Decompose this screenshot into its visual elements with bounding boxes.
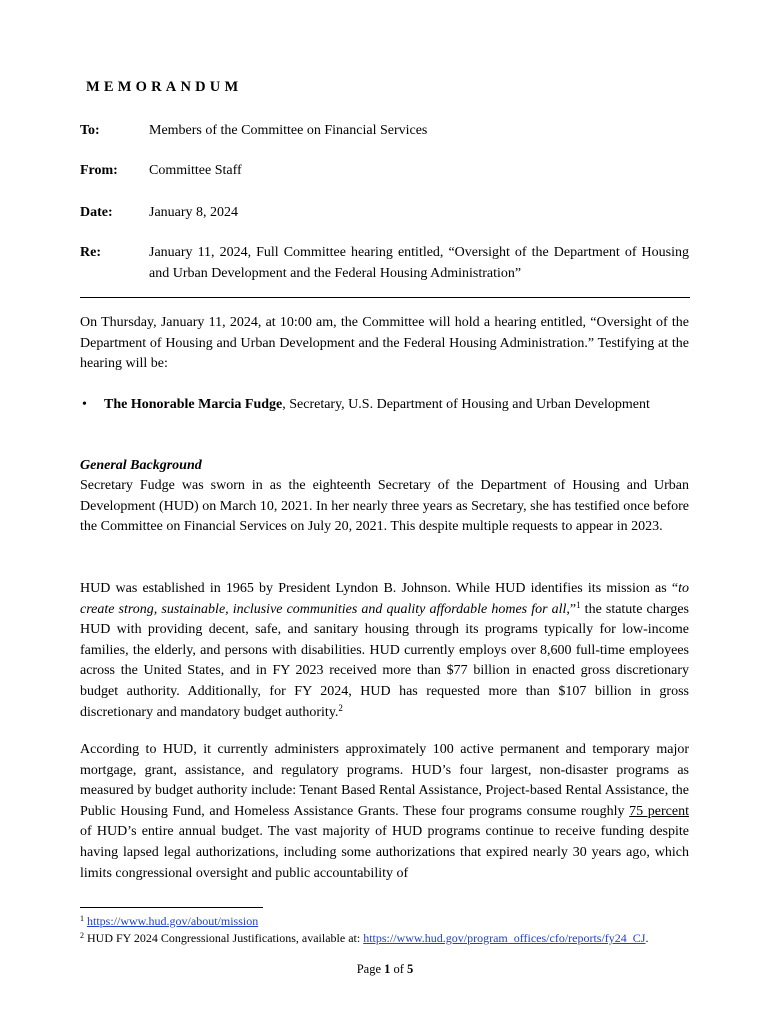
to-label: To: bbox=[80, 123, 100, 138]
from-value: Committee Staff bbox=[149, 163, 242, 178]
p2-quote-close: ,” bbox=[566, 601, 577, 617]
witness-title: , Secretary, U.S. Department of Housing and Urban Development bbox=[282, 397, 650, 412]
hud-cj-link[interactable]: https://www.hud.gov/program_offices/cfo/reports/fy24_CJ bbox=[363, 931, 646, 945]
memo-title: MEMORANDUM bbox=[86, 79, 243, 95]
footnote-ref-1[interactable]: 1 bbox=[576, 599, 581, 610]
section-heading: General Background bbox=[80, 458, 202, 473]
background-paragraph-2 bbox=[80, 579, 689, 723]
from-label: From: bbox=[80, 163, 118, 178]
footnote-1-number: 1 bbox=[80, 914, 84, 923]
re-label: Re: bbox=[80, 245, 101, 260]
p3-text-end: of HUD’s entire annual budget. The vast majority of HUD programs continue to receive funding despite having lapsed legal authorizations, including some authorizations that expired nearly 30 years ago, which limits congressional oversight and public accountability of bbox=[80, 824, 689, 881]
intro-paragraph: On Thursday, January 11, 2024, at 10:00 am, the Committee will hold a hearing entitled, “Oversight of the Department of Housing and Urban Development and the Federal Housing Administration.” Testifying at the hearing will be: bbox=[80, 315, 689, 372]
budget-percent-link[interactable]: 75 percent bbox=[629, 803, 689, 819]
re-value: January 11, 2024, Full Committee hearing entitled, “Oversight of the Department of Housing and Urban Development and the Federal Housing Administration” bbox=[149, 245, 689, 281]
p3-text-start: According to HUD, it currently administers approximately 100 active permanent and temporary major mortgage, grant, assistance, and regulatory programs. HUD’s four largest, non-disaster programs as measured by budget authority include: Tenant Based Rental Assistance, Project-based Rental Assistance, the Public Housing Fund, and Homeless Assistance Grants. These four programs consume roughly bbox=[80, 742, 689, 819]
footnote-2 bbox=[80, 931, 648, 946]
page-number bbox=[0, 962, 770, 977]
to-value: Members of the Committee on Financial Services bbox=[149, 123, 428, 138]
hud-mission-link[interactable]: https://www.hud.gov/about/mission bbox=[87, 914, 259, 928]
p2-text-body: the statute charges HUD with providing decent, safe, and sanitary housing through its programs typically for low-income families, the elderly, and persons with disabilities. HUD currently employs over 8,600 full-time employees across the United States, and in FY 2023 received more than $77 billion in enacted gross discretionary budget authority. Additionally, for FY 2024, HUD has requested more than $107 billion in gross discretionary and mandatory budget authority. bbox=[80, 601, 689, 720]
current-page: 1 bbox=[384, 962, 391, 976]
witness-name: The Honorable Marcia Fudge bbox=[104, 397, 283, 412]
footnote-1 bbox=[80, 914, 258, 929]
witness-text bbox=[104, 395, 650, 415]
header-divider bbox=[80, 297, 690, 298]
footnote-2-text: HUD FY 2024 Congressional Justifications, available at: bbox=[84, 931, 364, 945]
p2-text-start: HUD was established in 1965 by President Lyndon B. Johnson. While HUD identifies its mission as “ bbox=[80, 581, 679, 596]
total-pages: 5 bbox=[407, 962, 414, 976]
footnote-2-number: 2 bbox=[80, 931, 84, 940]
date-value: January 8, 2024 bbox=[149, 205, 239, 220]
footnote-ref-2[interactable]: 2 bbox=[338, 702, 343, 713]
background-paragraph-3 bbox=[80, 740, 689, 884]
of-word: of bbox=[390, 962, 408, 976]
bullet-icon: • bbox=[82, 397, 87, 412]
page-word: Page bbox=[356, 962, 385, 976]
date-label: Date: bbox=[80, 205, 113, 220]
footnote-divider bbox=[80, 907, 263, 908]
background-paragraph-1: Secretary Fudge was sworn in as the eighteenth Secretary of the Department of Housing and Urban Development (HUD) on March 10, 2021. In her nearly three years as Secretary, she has testified once before the Committee on Financial Services on July 20, 2021. This despite multiple requests to appear in 2023. bbox=[80, 478, 689, 535]
footnote-2-end: . bbox=[645, 931, 649, 945]
hud-mission-quote: to create strong, sustainable, inclusive communities and quality affordable homes for all bbox=[80, 581, 689, 617]
